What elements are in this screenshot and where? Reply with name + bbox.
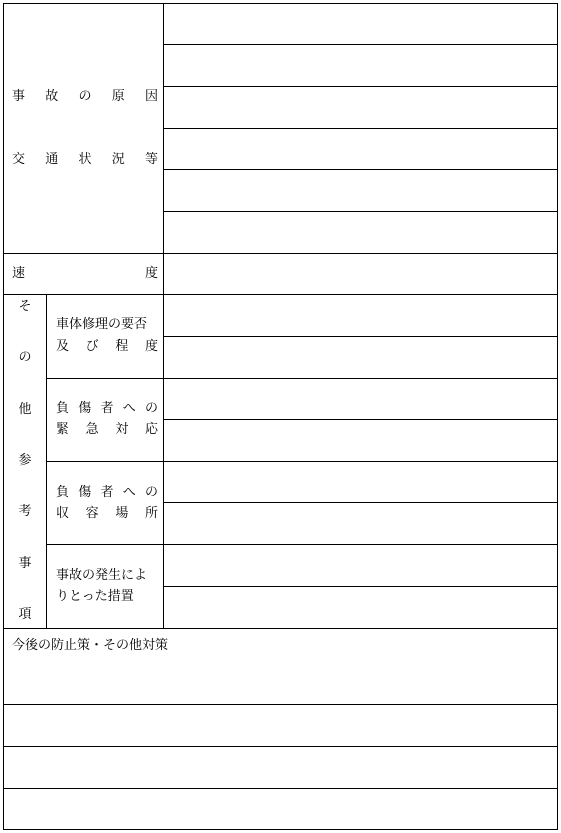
cause-entry-1[interactable] (165, 5, 556, 43)
other-reference-label: そ の 他 参 考 事 項 (18, 299, 32, 622)
speed-section-bottom (3, 294, 558, 295)
prevention-line-1 (3, 704, 558, 705)
cause-line-2 (163, 86, 558, 87)
cause-entry-6[interactable] (165, 213, 556, 252)
border-top (3, 3, 558, 4)
hospital-label-line1: 負 傷 者 へ の (56, 485, 158, 500)
repair-entry-2[interactable] (165, 338, 556, 377)
prevention-line-2 (3, 746, 558, 747)
cause-entry-5[interactable] (165, 171, 556, 210)
cause-line-5 (163, 211, 558, 212)
repair-mid-line (163, 336, 558, 337)
cause-line-3 (163, 128, 558, 129)
hospital-entry-2[interactable] (165, 504, 556, 543)
measures-entry-2[interactable] (165, 588, 556, 627)
prevention-entry-1[interactable] (5, 706, 556, 745)
cause-section-bottom (3, 253, 558, 254)
emergency-entry-1[interactable] (165, 380, 556, 418)
traffic-conditions-label: 交 通 状 況 等 (12, 152, 158, 167)
cause-line-4 (163, 169, 558, 170)
prevention-label: 今後の防止策・その他対策 (12, 638, 169, 653)
repair-label-line1: 車体修理の要否 (56, 317, 148, 332)
cause-label: 事 故 の 原 因 (12, 89, 158, 104)
repair-bottom-line (46, 378, 558, 379)
measures-label-line2: りとった措置 (56, 589, 134, 604)
measures-label-line1: 事故の発生によ (56, 568, 148, 583)
cause-entry-3[interactable] (165, 88, 556, 127)
hospital-bottom-line (46, 544, 558, 545)
hospital-mid-line (163, 502, 558, 503)
hospital-entry-1[interactable] (165, 463, 556, 501)
repair-label-line2: 及 び 程 度 (56, 339, 158, 354)
speed-entry[interactable] (165, 255, 556, 293)
prevention-entry-3[interactable] (5, 790, 556, 828)
measures-mid-line (163, 586, 558, 587)
prevention-entry-2[interactable] (5, 748, 556, 787)
emergency-bottom-line (46, 461, 558, 462)
other-section-bottom (3, 628, 558, 629)
speed-label: 速 度 (12, 266, 158, 281)
border-bottom (3, 829, 558, 830)
label-column-divider (163, 3, 164, 628)
measures-entry-1[interactable] (165, 546, 556, 585)
repair-entry-1[interactable] (165, 296, 556, 335)
cause-entry-4[interactable] (165, 130, 556, 168)
emergency-label-line1: 負 傷 者 へ の (56, 401, 158, 416)
cause-line-1 (163, 44, 558, 45)
cause-entry-2[interactable] (165, 46, 556, 85)
emergency-entry-2[interactable] (165, 421, 556, 460)
hospital-label-line2: 収 容 場 所 (56, 506, 158, 521)
emergency-mid-line (163, 419, 558, 420)
prevention-line-3 (3, 788, 558, 789)
emergency-label-line2: 緊 急 対 応 (56, 422, 158, 437)
